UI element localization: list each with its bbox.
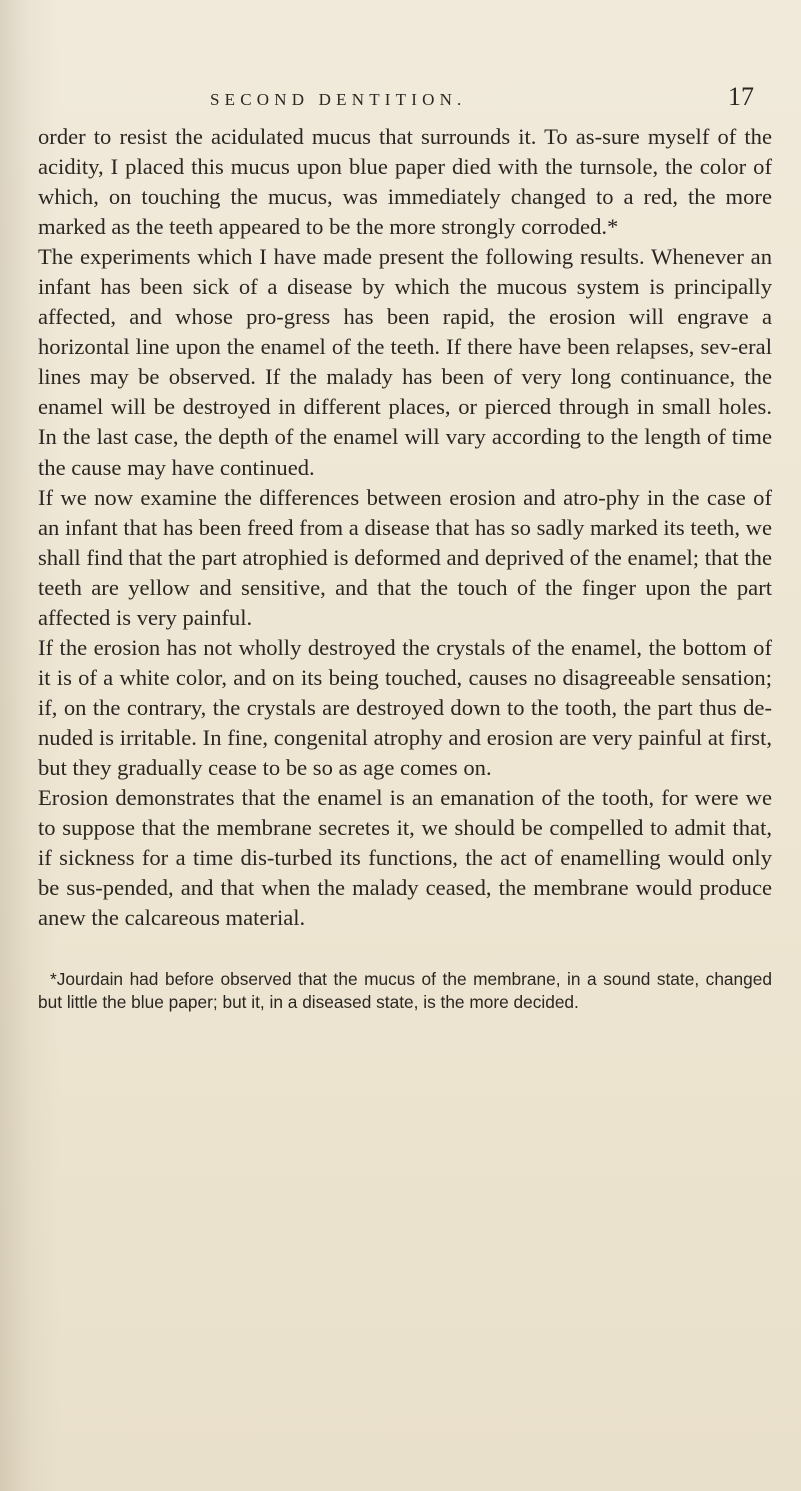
paragraph-2: The experiments which I have made present the following results. Whenever an infant has been sick of a disease by which the mucous system is principally affected, and whose pro-gress has been rapid, the erosion will engrave a horizontal line upon the enamel of the teeth. If there have been relapses, sev-eral lines may be observed. If the malady has been of very long continuance, the enamel will be destroyed in different places, or pierced through in small holes. In the last case, the depth of the enamel will vary according to the length of time the cause may have continued.: [38, 244, 772, 480]
running-head: SECOND DENTITION.: [210, 90, 467, 109]
page-number: 17: [728, 82, 754, 111]
footnote: [38, 968, 772, 1014]
paragraph-4: If the erosion has not wholly destroyed the crystals of the enamel, the bottom of it is of a white color, and on its being touched, causes no disagreeable sensation; if, on the contrary, the crystals are destroyed down to the tooth, the part thus de-nuded is irritable. In fine, congenital atrophy and erosion are very painful at first, but they gradually cease to be so as age comes on.: [38, 634, 772, 780]
footnote-text: *Jourdain had before observed that the mucus of the membrane, in a sound state, changed but little the blue paper; but it, in a diseased state, is the more decided.: [38, 969, 772, 1012]
paragraph-1: order to resist the acidulated mucus that surrounds it. To as-sure myself of the acidity, I placed this mucus upon blue paper died with the turnsole, the color of which, on touching the mucus, was immediately changed to a red, the more marked as the teeth appeared to be the more strongly corroded.*: [38, 124, 772, 240]
paragraph-5: Erosion demonstrates that the enamel is an emanation of the tooth, for were we to suppose that the membrane secretes it, we should be compelled to admit that, if sickness for a time dis-turbed its functions, the act of enamelling would only be sus-pended, and that when the malady ceased, the membrane would produce anew the calcareous material.: [38, 785, 772, 931]
paragraph-3: If we now examine the differences between erosion and atro-phy in the case of an infant that has been freed from a disease that has so sadly marked its teeth, we shall find that the part atrophied is deformed and deprived of the enamel; that the teeth are yellow and sensitive, and that the touch of the finger upon the part affected is very painful.: [38, 484, 772, 630]
body-text: [38, 122, 772, 933]
page-header: [0, 70, 801, 110]
